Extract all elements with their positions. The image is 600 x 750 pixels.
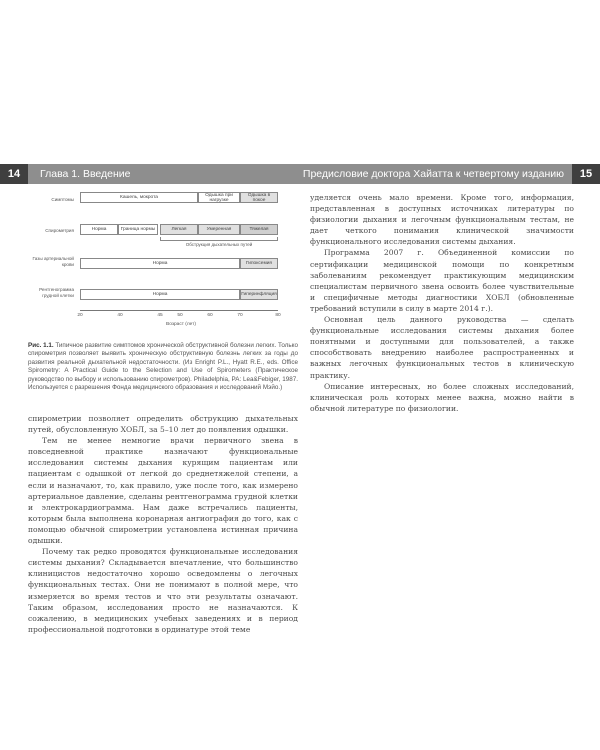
caption-label: Рис. 1.1. [28,342,54,349]
symptoms-exertional-dyspnea-bar: Одышка при нагрузке [198,192,240,203]
paragraph: уделяется очень мало времени. Кроме того, информация, представленная в доступных источниках литературы по физиологии дыхания и легочным функциональным тестам, не дает четкого понимания клинической значимости функционального исследования системы дыхания. [310,193,574,247]
xray-hyperinflation-bar: Гиперинфляция [240,289,278,300]
left-running-title: Глава 1. Введение [40,168,131,180]
x-tick: 20 [77,313,83,318]
left-column-text [28,413,298,635]
right-page-number: 15 [572,164,600,184]
x-tick: 70 [237,313,243,318]
x-tick: 60 [207,313,213,318]
spirometry-normal-bar: Норма [80,224,118,235]
x-tick: 40 [117,313,123,318]
x-tick: 80 [275,313,281,318]
x-axis-line [80,310,278,311]
x-axis-title: Возраст (лет) [166,322,196,327]
row-label-xray: Рентгенограмма грудной клетки [39,287,74,298]
x-tick: 45 [157,313,163,318]
paragraph: Описание интересных, но более сложных исследований, клиническая роль которых менее важна, можно найти в обычной литературе по физиологии. [310,381,574,413]
symptoms-cough-bar: Кашель, мокрота [80,192,198,203]
row-label-spirometry: Спирометрия [45,228,74,233]
paragraph: Почему так редко проводятся функциональные исследования системы дыхания? Складывается впечатление, что большинство клиницистов недостаточно хорошо осведомлены о легочных функциональных тестах. Они не понимают в полной мере, что измеряется во время тестов и что эти результаты означают. Таким образом, исследования просто не назначаются. К сожалению, в медицинских учебных заведениях и в период профессиональной подготовки в ординатуре этой теме [28,547,298,634]
row-label-symptoms: Симптомы [51,197,74,202]
obstruction-label: Обструкция дыхательных путей [185,242,253,247]
right-running-title: Предисловие доктора Хайатта к четвертому изданию [302,168,564,180]
paragraph: спирометрии позволяет определить обструкцию дыхательных путей, обусловленную ХОБЛ, за 5–10 лет до появления одышки. [28,414,298,435]
paragraph: Тем не менее немногие врачи первичного звена в повседневной практике назначают функциональные исследования системы дыхания курящим пациентам или пациентам с одышкой от легкой до среднетяжелой степени, а если и назначают, то, как правило, уже после того, как измерено артериальное давление, сделаны рентгенограмма грудной клетки и электрокардиограмма. Нам даже встречались пациенты, которым была выполнена коронарная ангиография до того, как с помощью обычной спирометрии установлена истинная причина одышки. [28,436,298,546]
paragraph: Программа 2007 г. Объединенной комиссии по сертификации медицинской помощи по конкретным заболеваниям рекомендует практикующим медицинским специалистам первичного звена освоить более чувствительные и специфичные методы диагностики ХОБЛ (обновленные требований вступили в силу в марте 2014 г.). [310,248,574,313]
figure-caption [28,342,298,392]
spirometry-mild-bar: Легкая [160,224,198,235]
left-page-number: 14 [0,164,28,184]
copd-progression-figure [28,192,296,340]
spirometry-borderline-bar: Граница нормы [118,224,158,235]
bloodgas-hypoxemia-bar: Гипоксемия [240,258,278,269]
xray-normal-bar: Норма [80,289,240,300]
right-column-text [310,192,574,414]
caption-text: Типичное развитие симптомов хронической обструктивной болезни легких. Только спирометрия позволяет выявить хроническую обструктивную болезнь легких за годы до развития реальной дыхательной недостаточности. (Из Enright P.L., Hyatt R.E., eds. Office Spirometry: A Practical Guide to the Selection and Use of Spirometers (Практическое руководство по выбору и использованию спирометров). Philadelphia, PA: Lea&Febiger, 1987. Используется с разрешения Фонда медицинского образования и исследований Мэйо.) [28,342,299,392]
bloodgas-normal-bar: Норма [80,258,240,269]
spirometry-moderate-bar: Умеренная [198,224,240,235]
paragraph: Основная цель данного руководства — сделать функциональные исследования системы дыхания более понятными и доступными для пользователей, а также способствовать внедрению наиболее распространенных и важных легочных функциональных тестов в клиническую практику. [310,315,574,380]
symptoms-rest-dyspnea-bar: Одышка в покое [240,192,278,203]
obstruction-bracket [160,237,278,241]
spirometry-severe-bar: Тяжелая [240,224,278,235]
row-label-blood-gases: Газы артериальной крови [32,256,74,267]
x-tick: 50 [177,313,183,318]
